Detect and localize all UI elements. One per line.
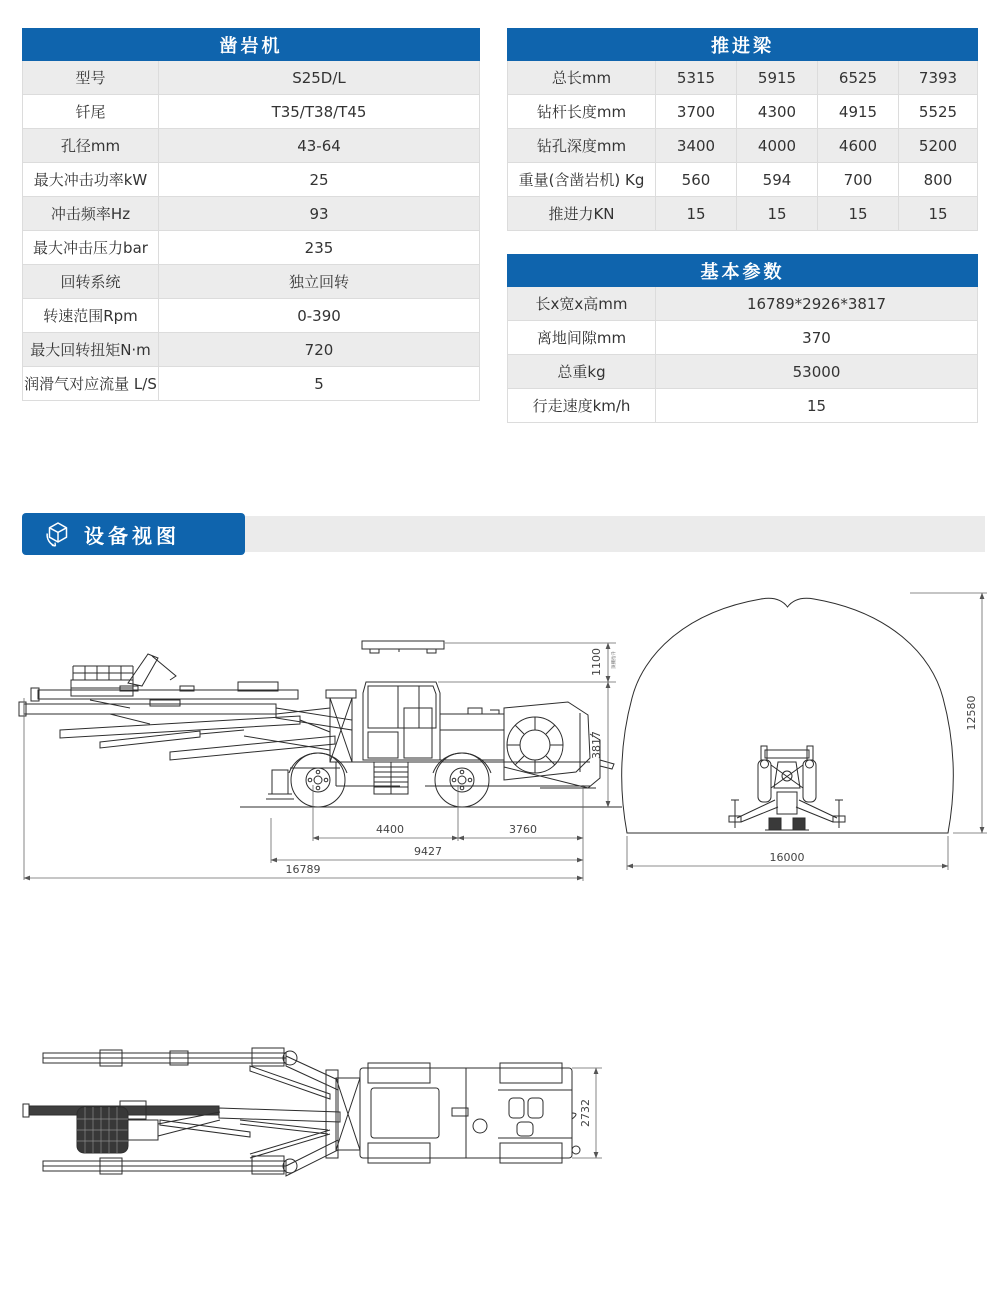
- row-value: 15: [899, 197, 978, 231]
- row-value: 15: [656, 197, 737, 231]
- top-boom: [43, 1048, 338, 1099]
- row-label: 转速范围Rpm: [23, 299, 159, 333]
- row-value: 6525: [818, 61, 899, 95]
- row-label: 最大冲击压力bar: [23, 231, 159, 265]
- table-row: [23, 299, 480, 333]
- row-value: 720: [159, 333, 480, 367]
- row-value: S25D/L: [159, 61, 480, 95]
- row-label: 总长mm: [508, 61, 656, 95]
- row-label: 行走速度km/h: [508, 389, 656, 423]
- row-label: 润滑气对应流量 L/S: [23, 367, 159, 401]
- row-value: 700: [818, 163, 899, 197]
- section-banner: [22, 513, 985, 555]
- table-row: [508, 163, 978, 197]
- rock-drill-table-title: 凿岩机: [23, 29, 480, 61]
- row-label: 孔径mm: [23, 129, 159, 163]
- table-row: [508, 95, 978, 129]
- row-value: 5: [159, 367, 480, 401]
- table-row: [508, 321, 978, 355]
- row-value: 800: [899, 163, 978, 197]
- row-value: 15: [818, 197, 899, 231]
- row-label: 最大冲击功率kW: [23, 163, 159, 197]
- row-value: T35/T38/T45: [159, 95, 480, 129]
- section-title: 设备视图: [84, 523, 180, 548]
- dim-canopy-height: 1100: [590, 648, 603, 676]
- row-label: 钎尾: [23, 95, 159, 129]
- row-label: 钻孔深度mm: [508, 129, 656, 163]
- dim-canopy-note: 顶棚抬升: [612, 651, 617, 669]
- row-label: 型号: [23, 61, 159, 95]
- table-row: [508, 389, 978, 423]
- row-value: 7393: [899, 61, 978, 95]
- row-value: 4000: [737, 129, 818, 163]
- row-value: 4915: [818, 95, 899, 129]
- tunnel-section-drawing: [615, 590, 1000, 890]
- cube-3d-rotate-icon: [44, 520, 72, 548]
- table-row: [23, 265, 480, 299]
- feed-beam-table: [507, 28, 978, 231]
- tunnel-dimensions: [627, 593, 987, 870]
- row-value: 53000: [656, 355, 978, 389]
- row-value: 15: [656, 389, 978, 423]
- side-view-drawing: [0, 590, 640, 890]
- row-value: 5915: [737, 61, 818, 95]
- row-label: 最大回转扭矩N·m: [23, 333, 159, 367]
- dim-machine-height: 3817: [590, 731, 603, 759]
- tunnel-coverage-outline: [622, 598, 954, 833]
- basic-params-table-title: 基本参数: [508, 255, 978, 287]
- row-value: 560: [656, 163, 737, 197]
- row-value: 5315: [656, 61, 737, 95]
- dim-wheelbase: 4400: [376, 823, 404, 836]
- dim-carrier-length: 9427: [414, 845, 442, 858]
- rear-wheel: [433, 753, 491, 807]
- row-value: 3400: [656, 129, 737, 163]
- table-row: [508, 197, 978, 231]
- row-value: 0-390: [159, 299, 480, 333]
- row-value: 独立回转: [159, 265, 480, 299]
- dim-total-length: 16789: [285, 863, 321, 876]
- dim-coverage-width: 16000: [769, 851, 805, 864]
- table-row: [23, 197, 480, 231]
- table-row: [23, 163, 480, 197]
- table-row: [23, 129, 480, 163]
- row-value: 235: [159, 231, 480, 265]
- drill-jumbo-side-view: [19, 641, 614, 807]
- row-label: 长x宽x高mm: [508, 287, 656, 321]
- row-value: 370: [656, 321, 978, 355]
- table-row: [23, 61, 480, 95]
- row-value: 3700: [656, 95, 737, 129]
- row-value: 4300: [737, 95, 818, 129]
- table-row: [23, 333, 480, 367]
- banner-strip: [230, 516, 985, 552]
- table-row: [508, 61, 978, 95]
- front-wheel: [289, 753, 347, 807]
- top-view-dimensions: [572, 1068, 602, 1158]
- row-label: 回转系统: [23, 265, 159, 299]
- row-label: 总重kg: [508, 355, 656, 389]
- table-row: [508, 129, 978, 163]
- row-value: 16789*2926*3817: [656, 287, 978, 321]
- row-label: 重量(含凿岩机) Kg: [508, 163, 656, 197]
- table-row: [23, 231, 480, 265]
- row-label: 推进力KN: [508, 197, 656, 231]
- rock-drill-table: [22, 28, 480, 401]
- table-row: [508, 287, 978, 321]
- row-label: 离地间隙mm: [508, 321, 656, 355]
- row-value: 93: [159, 197, 480, 231]
- table-row: [23, 95, 480, 129]
- table-row: [508, 355, 978, 389]
- drill-jumbo-front-view: [729, 746, 845, 830]
- row-value: 25: [159, 163, 480, 197]
- row-label: 钻杆长度mm: [508, 95, 656, 129]
- drill-booms: [19, 682, 352, 760]
- banner-chip: [22, 513, 245, 555]
- basic-params-table: [507, 254, 978, 423]
- top-view-drawing: [0, 1020, 640, 1250]
- drill-jumbo-top-view: [23, 1048, 580, 1176]
- row-value: 15: [737, 197, 818, 231]
- dim-machine-width: 2732: [579, 1099, 592, 1127]
- table-row: [23, 367, 480, 401]
- row-value: 4600: [818, 129, 899, 163]
- row-value: 43-64: [159, 129, 480, 163]
- dim-rear-length: 3760: [509, 823, 537, 836]
- dim-coverage-height: 12580: [965, 695, 978, 731]
- row-value: 5200: [899, 129, 978, 163]
- row-value: 594: [737, 163, 818, 197]
- row-label: 冲击频率Hz: [23, 197, 159, 231]
- row-value: 5525: [899, 95, 978, 129]
- feed-beam-table-title: 推进梁: [508, 29, 978, 61]
